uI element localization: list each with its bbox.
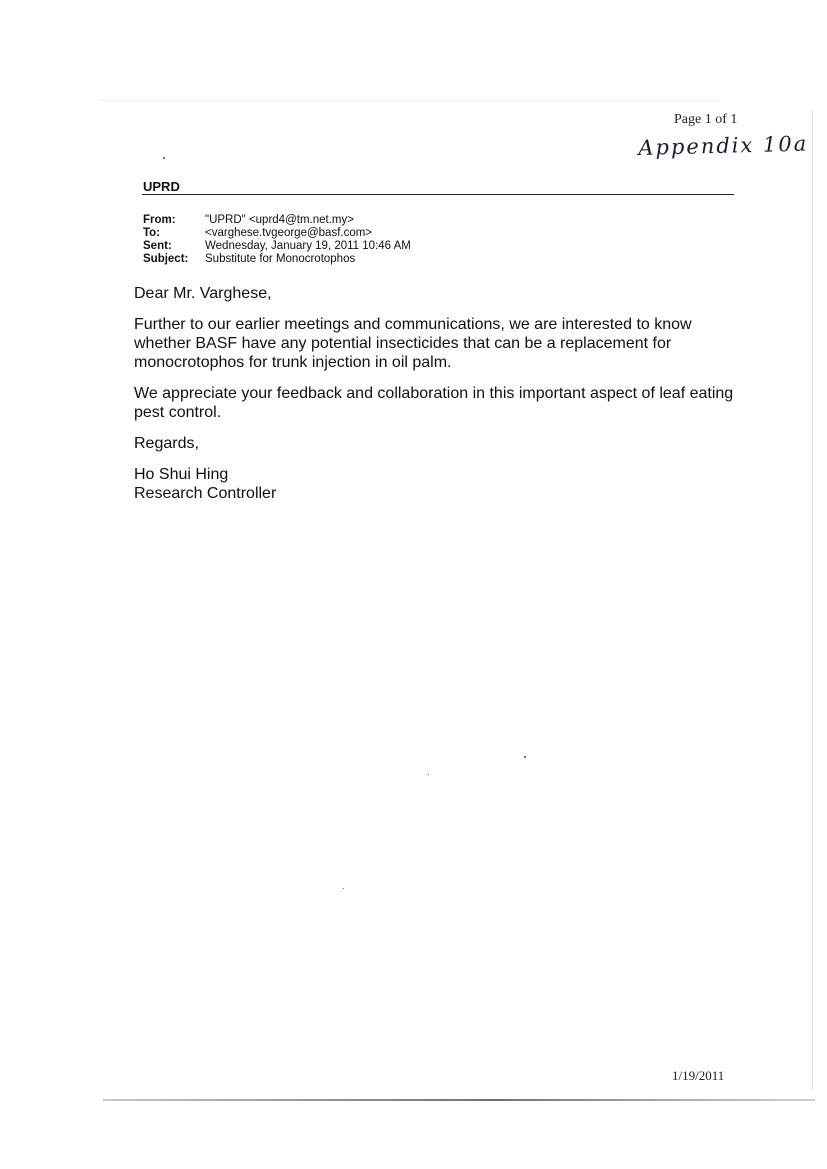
sent-row bbox=[143, 240, 411, 253]
sent-label: Sent: bbox=[143, 240, 172, 252]
from-label: From: bbox=[143, 214, 176, 226]
scan-speck bbox=[343, 888, 344, 889]
from-row bbox=[143, 214, 411, 227]
to-value: <varghese.tvgeorge@basf.com> bbox=[205, 227, 373, 239]
to-row bbox=[143, 227, 411, 240]
body-paragraph-1: Further to our earlier meetings and communications, we are interested to know whether BASF have any potential insecticides that can be a replacement for monocrotophos for trunk injection in oil palm. bbox=[134, 316, 692, 371]
scan-edge-top bbox=[100, 100, 720, 101]
to-label: To: bbox=[143, 227, 161, 239]
email-body bbox=[134, 284, 734, 503]
email-header-title: UPRD bbox=[143, 179, 180, 194]
signature-name: Ho Shui Hing bbox=[134, 466, 229, 483]
scan-speck bbox=[524, 756, 526, 758]
subject-row bbox=[143, 253, 411, 266]
sent-value: Wednesday, January 19, 2011 10:46 AM bbox=[205, 240, 411, 252]
closing: Regards, bbox=[134, 435, 199, 452]
page-number: Page 1 of 1 bbox=[674, 112, 738, 127]
subject-label: Subject: bbox=[143, 253, 189, 265]
scan-speck bbox=[163, 157, 165, 159]
scan-edge-bottom bbox=[103, 1099, 815, 1101]
signature-title: Research Controller bbox=[134, 485, 277, 502]
scan-speck bbox=[428, 774, 429, 775]
body-paragraph-2: We appreciate your feedback and collaboration in this important aspect of leaf eating pest control. bbox=[134, 385, 734, 421]
from-value: "UPRD" <uprd4@tm.net.my> bbox=[205, 214, 354, 226]
subject-value: Substitute for Monocrotophos bbox=[205, 253, 356, 265]
greeting: Dear Mr. Varghese, bbox=[134, 285, 272, 302]
header-divider bbox=[142, 194, 734, 195]
scan-edge-right bbox=[812, 110, 813, 1090]
handwritten-appendix-note: Appendix 10a bbox=[638, 131, 809, 160]
footer-date: 1/19/2011 bbox=[672, 1068, 725, 1083]
email-metadata bbox=[143, 214, 411, 266]
